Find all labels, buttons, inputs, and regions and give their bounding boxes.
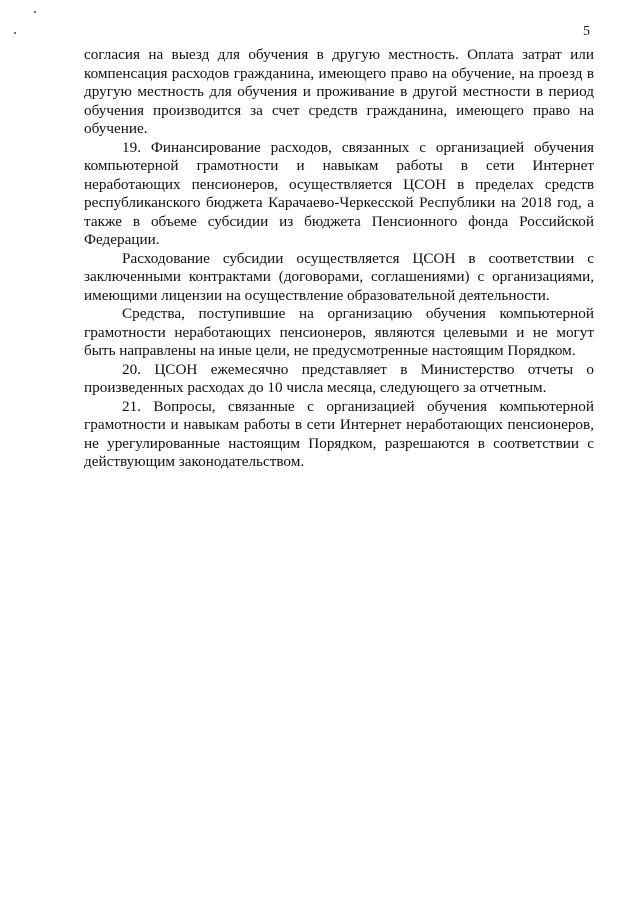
page-number: 5 [583,24,590,39]
paragraph-20-reporting: 20. ЦСОН ежемесячно представляет в Министерство отчеты о произведенных расходах до 10 числа месяца, следующего за отчетным. [84,360,594,396]
scan-artifact-dot [14,32,16,34]
paragraph-19-financing: 19. Финансирование расходов, связанных с организацией обучения компьютерной грамотности и навыкам работы в сети Интернет неработающих пенсионеров, осуществляется ЦСОН в пределах средств республиканского бюджета Карачаево-Черкесской Республики на 2018 год, а также в объеме субсидии из бюджета Пенсионного фонда Российской Федерации. [84,138,594,248]
paragraph-subsidy-spending: Расходование субсидии осуществляется ЦСОН в соответствии с заключенными контрактами (договорами, соглашениями) с организациями, имеющими лицензии на осуществление образовательной деятельности. [84,249,594,304]
document-body [84,46,594,472]
paragraph-21-other-issues: 21. Вопросы, связанные с организацией обучения компьютерной грамотности и навыкам работы в сети Интернет неработающих пенсионеров, не урегулированные настоящим Порядком, разрешаются в соответствии с действующим законодательством. [84,397,594,470]
paragraph-continuation: согласия на выезд для обучения в другую местность. Оплата затрат или компенсация расходов гражданина, имеющего право на обучение, на проезд в другую местность для обучения и проживание в другой местности в период обучения производится за счет средств гражданина, имеющего право на обучение. [84,46,594,137]
paragraph-targeted-funds: Средства, поступившие на организацию обучения компьютерной грамотности неработающих пенсионеров, являются целевыми и не могут быть направлены на иные цели, не предусмотренные настоящим Порядком. [84,305,594,359]
scan-artifact-dot [34,11,36,13]
